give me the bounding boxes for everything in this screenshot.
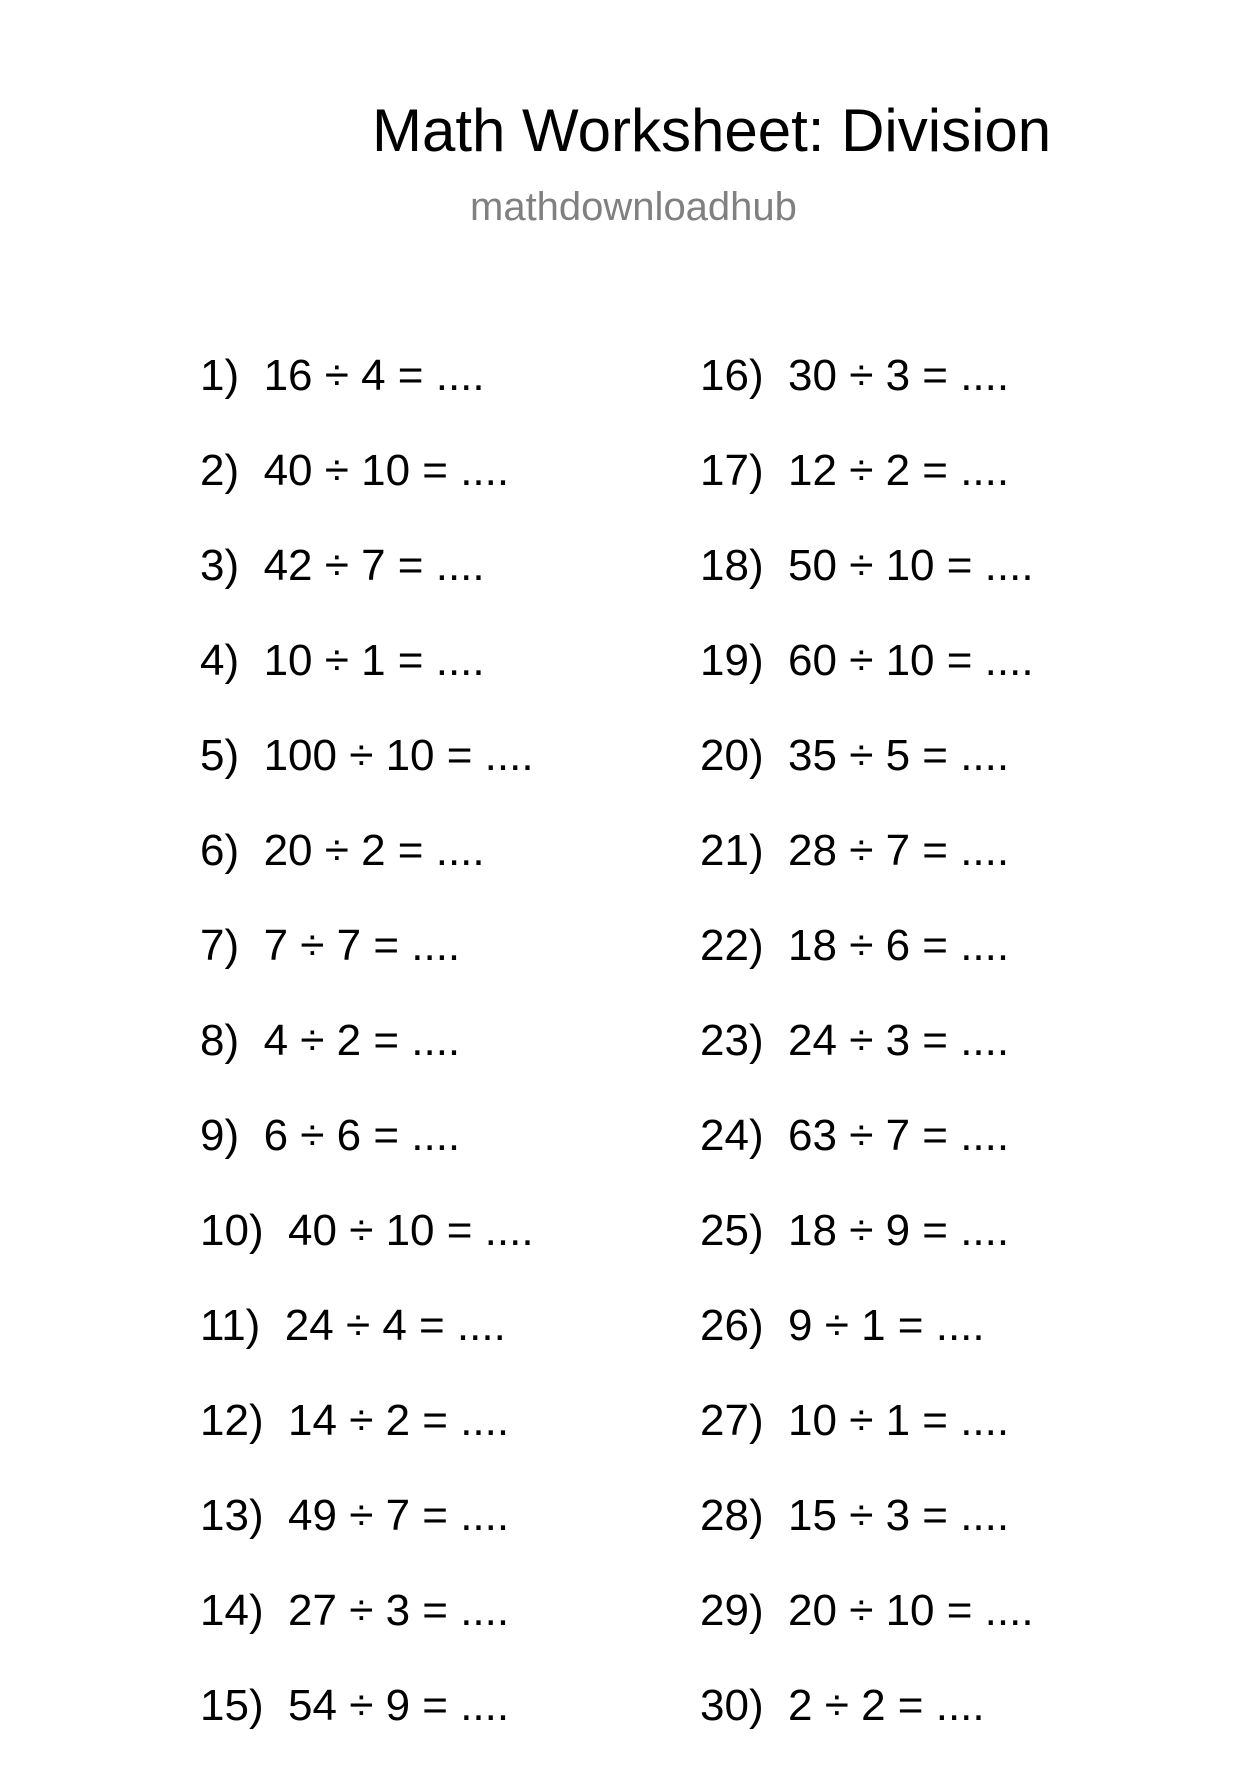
problem-item: 8) 4 ÷ 2 = .... [200,1016,461,1065]
problem-item: 6) 20 ÷ 2 = .... [200,826,485,875]
problem-item: 10) 40 ÷ 10 = .... [200,1206,534,1255]
problem-item: 13) 49 ÷ 7 = .... [200,1491,510,1540]
problem-item: 25) 18 ÷ 9 = .... [700,1206,1010,1255]
problem-item: 26) 9 ÷ 1 = .... [700,1301,985,1350]
problem-item: 20) 35 ÷ 5 = .... [700,731,1010,780]
problem-item: 1) 16 ÷ 4 = .... [200,351,485,400]
problem-item: 15) 54 ÷ 9 = .... [200,1681,510,1730]
site-name: mathdownloadhub [470,185,797,229]
problem-item: 23) 24 ÷ 3 = .... [700,1016,1010,1065]
problem-item: 17) 12 ÷ 2 = .... [700,446,1010,495]
problem-item: 19) 60 ÷ 10 = .... [700,636,1034,685]
problem-item: 11) 24 ÷ 4 = .... [200,1301,506,1350]
problem-item: 24) 63 ÷ 7 = .... [700,1111,1010,1160]
page-title: Math Worksheet: Division [372,97,1052,164]
problem-item: 9) 6 ÷ 6 = .... [200,1111,461,1160]
problem-item: 22) 18 ÷ 6 = .... [700,921,1010,970]
problem-item: 16) 30 ÷ 3 = .... [700,351,1010,400]
problem-item: 30) 2 ÷ 2 = .... [700,1681,985,1730]
problem-item: 18) 50 ÷ 10 = .... [700,541,1034,590]
problem-item: 12) 14 ÷ 2 = .... [200,1396,510,1445]
problem-item: 7) 7 ÷ 7 = .... [200,921,461,970]
problem-item: 27) 10 ÷ 1 = .... [700,1396,1010,1445]
problem-item: 3) 42 ÷ 7 = .... [200,541,485,590]
problem-item: 21) 28 ÷ 7 = .... [700,826,1010,875]
problem-item: 14) 27 ÷ 3 = .... [200,1586,510,1635]
problem-item: 5) 100 ÷ 10 = .... [200,731,534,780]
problem-column-right [700,350,1034,1775]
problem-column-left [200,350,534,1775]
problem-item: 29) 20 ÷ 10 = .... [700,1586,1034,1635]
problem-item: 2) 40 ÷ 10 = .... [200,446,510,495]
problem-item: 4) 10 ÷ 1 = .... [200,636,485,685]
problem-item: 28) 15 ÷ 3 = .... [700,1491,1010,1540]
